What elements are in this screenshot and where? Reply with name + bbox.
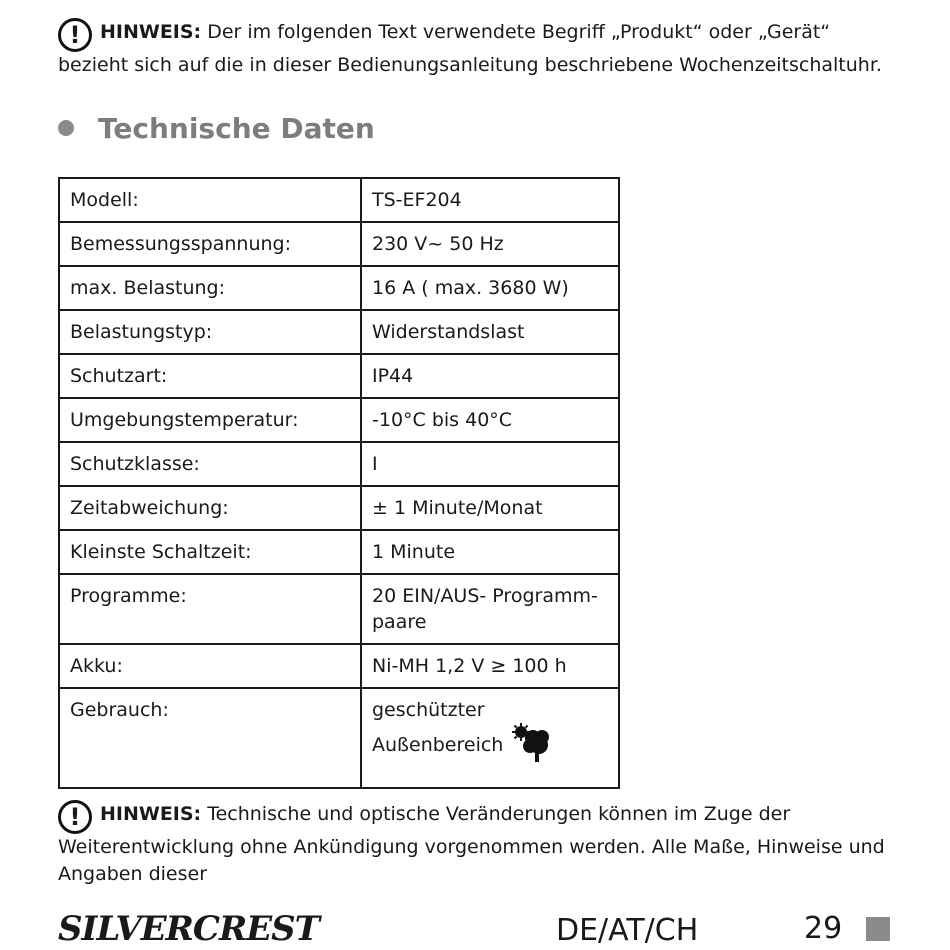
table-row bbox=[59, 354, 619, 398]
spec-table bbox=[58, 177, 620, 789]
spec-label: Umgebungstemperatur: bbox=[59, 398, 361, 442]
table-row bbox=[59, 574, 619, 644]
note-text: Der im folgenden Text verwendete Begriff „Produkt“ oder „Gerät“ bezieht sich auf die in dieser Bedienungsanleitung beschriebene Wochenzeitschaltuhr. bbox=[58, 21, 882, 76]
table-row bbox=[59, 644, 619, 688]
brand-logo: SILVERCREST bbox=[58, 909, 319, 949]
spec-value-cell bbox=[361, 688, 619, 788]
spec-value: 16 A ( max. 3680 W) bbox=[361, 266, 619, 310]
page-marker-square bbox=[866, 917, 890, 941]
spec-value: -10°C bis 40°C bbox=[361, 398, 619, 442]
bullet-dot bbox=[58, 120, 74, 136]
table-row bbox=[59, 178, 619, 222]
table-row bbox=[59, 688, 619, 788]
exclamation-icon: ! bbox=[58, 800, 92, 834]
spec-label: max. Belastung: bbox=[59, 266, 361, 310]
table-row bbox=[59, 530, 619, 574]
page-footer bbox=[58, 905, 898, 950]
exclamation-icon: ! bbox=[58, 18, 92, 52]
spec-label: Kleinste Schaltzeit: bbox=[59, 530, 361, 574]
spec-label: Schutzklasse: bbox=[59, 442, 361, 486]
spec-label: Belastungstyp: bbox=[59, 310, 361, 354]
table-row bbox=[59, 222, 619, 266]
spec-label: Modell: bbox=[59, 178, 361, 222]
note-top bbox=[58, 18, 898, 79]
spec-label: Akku: bbox=[59, 644, 361, 688]
table-row bbox=[59, 310, 619, 354]
spec-label: Programme: bbox=[59, 574, 361, 644]
note-text: Technische und optische Veränderungen können im Zuge der Weiterentwicklung ohne Ankündigung vorgenommen werden. Alle Maße, Hinweise und Angaben dieser bbox=[58, 803, 885, 885]
spec-label: Zeitabweichung: bbox=[59, 486, 361, 530]
spec-value: I bbox=[361, 442, 619, 486]
note-bottom bbox=[58, 800, 898, 888]
spec-value: geschützter Außenbereich bbox=[372, 699, 504, 756]
spec-label: Bemessungsspannung: bbox=[59, 222, 361, 266]
page-number: 29 bbox=[804, 911, 843, 946]
spec-value: IP44 bbox=[361, 354, 619, 398]
region-label: DE/AT/CH bbox=[556, 913, 699, 948]
spec-value: TS-EF204 bbox=[361, 178, 619, 222]
tree-under-sun-icon bbox=[509, 723, 553, 770]
spec-value: ± 1 Minute/Monat bbox=[361, 486, 619, 530]
spec-value: Ni-MH 1,2 V ≥ 100 h bbox=[361, 644, 619, 688]
note-label: HINWEIS: bbox=[100, 803, 202, 825]
spec-value: 230 V~ 50 Hz bbox=[361, 222, 619, 266]
table-row bbox=[59, 442, 619, 486]
spec-value: 1 Minute bbox=[361, 530, 619, 574]
spec-value: Widerstandslast bbox=[361, 310, 619, 354]
table-row bbox=[59, 266, 619, 310]
section-title: Technische Daten bbox=[98, 111, 375, 145]
table-row bbox=[59, 398, 619, 442]
spec-label: Gebrauch: bbox=[59, 688, 361, 788]
spec-label: Schutzart: bbox=[59, 354, 361, 398]
note-label: HINWEIS: bbox=[100, 21, 202, 43]
spec-value: 20 EIN/AUS- Programm-paare bbox=[361, 574, 619, 644]
section-heading bbox=[58, 106, 375, 150]
table-row bbox=[59, 486, 619, 530]
